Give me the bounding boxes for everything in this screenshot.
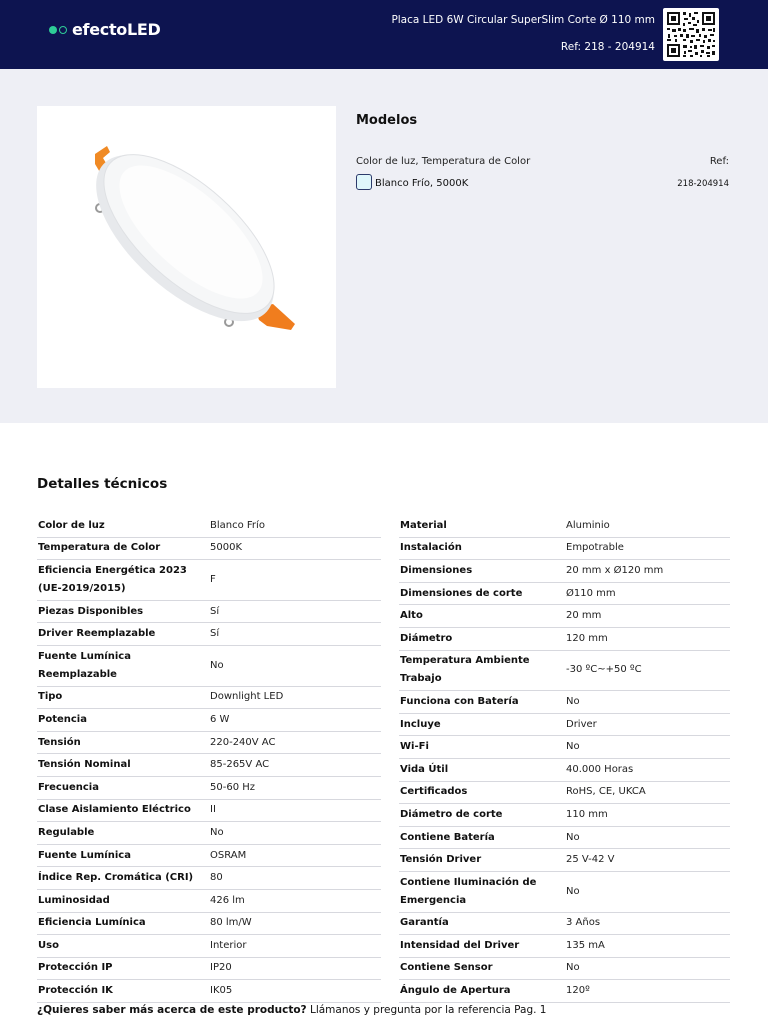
spec-label: Tensión Nominal [38,759,131,771]
spec-row [37,935,381,958]
spec-row [399,849,730,872]
product-ref: Ref: 218 - 204914 [560,41,655,53]
spec-value: Interior [210,939,247,951]
spec-value: No [566,695,580,707]
spec-label: Índice Rep. Cromática (CRI) [38,872,194,884]
spec-value: No [566,885,580,897]
color-swatch [356,174,372,190]
spec-row [399,691,730,714]
spec-label: Certificados [400,786,468,798]
spec-label: Protección IP [38,962,113,974]
spec-row [399,560,730,583]
spec-row [37,686,381,709]
spec-label: Tipo [38,691,63,703]
spec-row [37,980,381,1003]
spec-row [37,709,381,732]
spec-label: Luminosidad [38,894,110,906]
spec-row [37,623,381,646]
footer-question: ¿Quieres saber más acerca de este producto? [37,1004,307,1016]
spec-row [399,804,730,827]
spec-row [37,822,381,845]
spec-value: 135 mA [566,939,605,951]
spec-value: No [566,962,580,974]
spec-row [37,645,381,686]
spec-value: IP20 [210,962,232,974]
spec-label: Contiene Sensor [400,962,493,974]
spec-value: II [210,804,216,816]
spec-row [37,776,381,799]
spec-value: 20 mm [566,610,602,622]
spec-value: 25 V-42 V [566,854,615,866]
spec-label: Eficiencia Energética 2023 (UE-2019/2015) [38,564,187,594]
spec-row [399,627,730,650]
spec-value: 120º [566,985,590,997]
spec-value: RoHS, CE, UKCA [566,786,646,798]
spec-value: No [210,659,224,671]
spec-value: 426 lm [210,894,245,906]
spec-row [37,560,381,601]
spec-label: Frecuencia [38,781,99,793]
spec-row [37,754,381,777]
spec-label: Ángulo de Apertura [400,985,511,997]
spec-row [37,912,381,935]
footer-text: Llámanos y pregunta por la referencia Pag. 1 [306,1004,547,1016]
spec-row [399,537,730,560]
spec-value: Sí [210,628,220,640]
brand-name: efectoLED [72,20,161,39]
spec-table-left [37,515,381,1003]
spec-label: Instalación [400,542,462,554]
spec-value: -30 ºC~+50 ºC [566,664,642,676]
spec-value: Empotrable [566,542,624,554]
spec-label: Garantía [400,917,449,929]
spec-value: 20 mm x Ø120 mm [566,564,664,576]
spec-value: 80 [210,872,223,884]
spec-label: Alto [400,610,423,622]
spec-label: Fuente Lumínica Reemplazable [38,650,131,680]
spec-value: 110 mm [566,808,608,820]
spec-row [37,844,381,867]
spec-row [399,980,730,1003]
spec-value: 80 lm/W [210,917,252,929]
logo-mark-icon [49,26,67,34]
spec-value: IK05 [210,985,233,997]
spec-label: Tensión [38,736,81,748]
models-ref-label: Ref: [709,156,729,167]
page-header [0,0,768,69]
qr-code-icon [663,8,719,61]
spec-row [399,605,730,628]
spec-row [37,537,381,560]
spec-row [399,935,730,958]
spec-value: OSRAM [210,849,247,861]
spec-value: 40.000 Horas [566,763,634,775]
product-title: Placa LED 6W Circular SuperSlim Corte Ø 110 mm [391,14,655,26]
brand-logo[interactable] [49,20,161,39]
spec-label: Temperatura Ambiente Trabajo [400,655,530,685]
spec-label: Clase Aislamiento Eléctrico [38,804,191,816]
spec-value: No [566,831,580,843]
spec-value: 3 Años [566,917,601,929]
spec-label: Uso [38,939,59,951]
spec-label: Dimensiones de corte [400,587,523,599]
spec-label: Fuente Lumínica [38,849,131,861]
spec-row [37,957,381,980]
spec-label: Piezas Disponibles [38,605,144,617]
spec-value: Ø110 mm [566,587,616,599]
spec-label: Diámetro de corte [400,808,503,820]
models-title: Modelos [356,113,418,128]
spec-row [399,826,730,849]
spec-value: 120 mm [566,632,608,644]
spec-label: Dimensiones [400,564,473,576]
spec-row [399,781,730,804]
spec-label: Potencia [38,713,87,725]
model-row [356,174,729,192]
spec-row [399,650,730,691]
spec-label: Protección IK [38,985,113,997]
spec-row [399,515,730,537]
spec-label: Temperatura de Color [38,542,161,554]
spec-label: Diámetro [400,632,453,644]
spec-label: Driver Reemplazable [38,628,156,640]
spec-table-right [399,515,730,1003]
spec-row [399,713,730,736]
footer-note [37,1004,546,1016]
spec-label: Color de luz [38,519,105,531]
spec-label: Incluye [400,718,441,730]
spec-value: F [210,573,216,585]
spec-value: No [210,826,224,838]
spec-row [399,736,730,759]
spec-label: Contiene Iluminación de Emergencia [400,876,537,906]
spec-label: Contiene Batería [400,831,495,843]
spec-value: 220-240V AC [210,736,276,748]
spec-value: Sí [210,605,220,617]
spec-value: Driver [566,718,597,730]
spec-label: Intensidad del Driver [400,939,520,951]
spec-row [399,582,730,605]
spec-value: 6 W [210,713,230,725]
spec-row [399,758,730,781]
spec-label: Eficiencia Lumínica [38,917,146,929]
model-ref: 218-204914 [677,179,729,189]
spec-label: Material [400,519,447,531]
spec-row [37,799,381,822]
spec-value: 85-265V AC [210,759,270,771]
spec-row [37,889,381,912]
spec-label: Regulable [38,826,95,838]
spec-value: Downlight LED [210,691,284,703]
spec-row [37,867,381,890]
spec-value: 50-60 Hz [210,781,256,793]
spec-label: Wi-Fi [400,741,429,753]
spec-row [399,871,730,912]
spec-value: Blanco Frío [210,519,265,531]
spec-value: No [566,741,580,753]
product-image [37,106,336,388]
spec-value: Aluminio [566,519,610,531]
models-column-label: Color de luz, Temperatura de Color [356,156,531,167]
spec-row [37,600,381,623]
spec-row [399,912,730,935]
spec-row [37,731,381,754]
spec-value: 5000K [210,542,243,554]
spec-label: Tensión Driver [400,854,482,866]
spec-row [37,515,381,537]
technical-details-title: Detalles técnicos [37,476,168,492]
spec-row [399,957,730,980]
spec-label: Vida Útil [400,763,449,775]
spec-label: Funciona con Batería [400,695,519,707]
model-name: Blanco Frío, 5000K [375,178,469,189]
